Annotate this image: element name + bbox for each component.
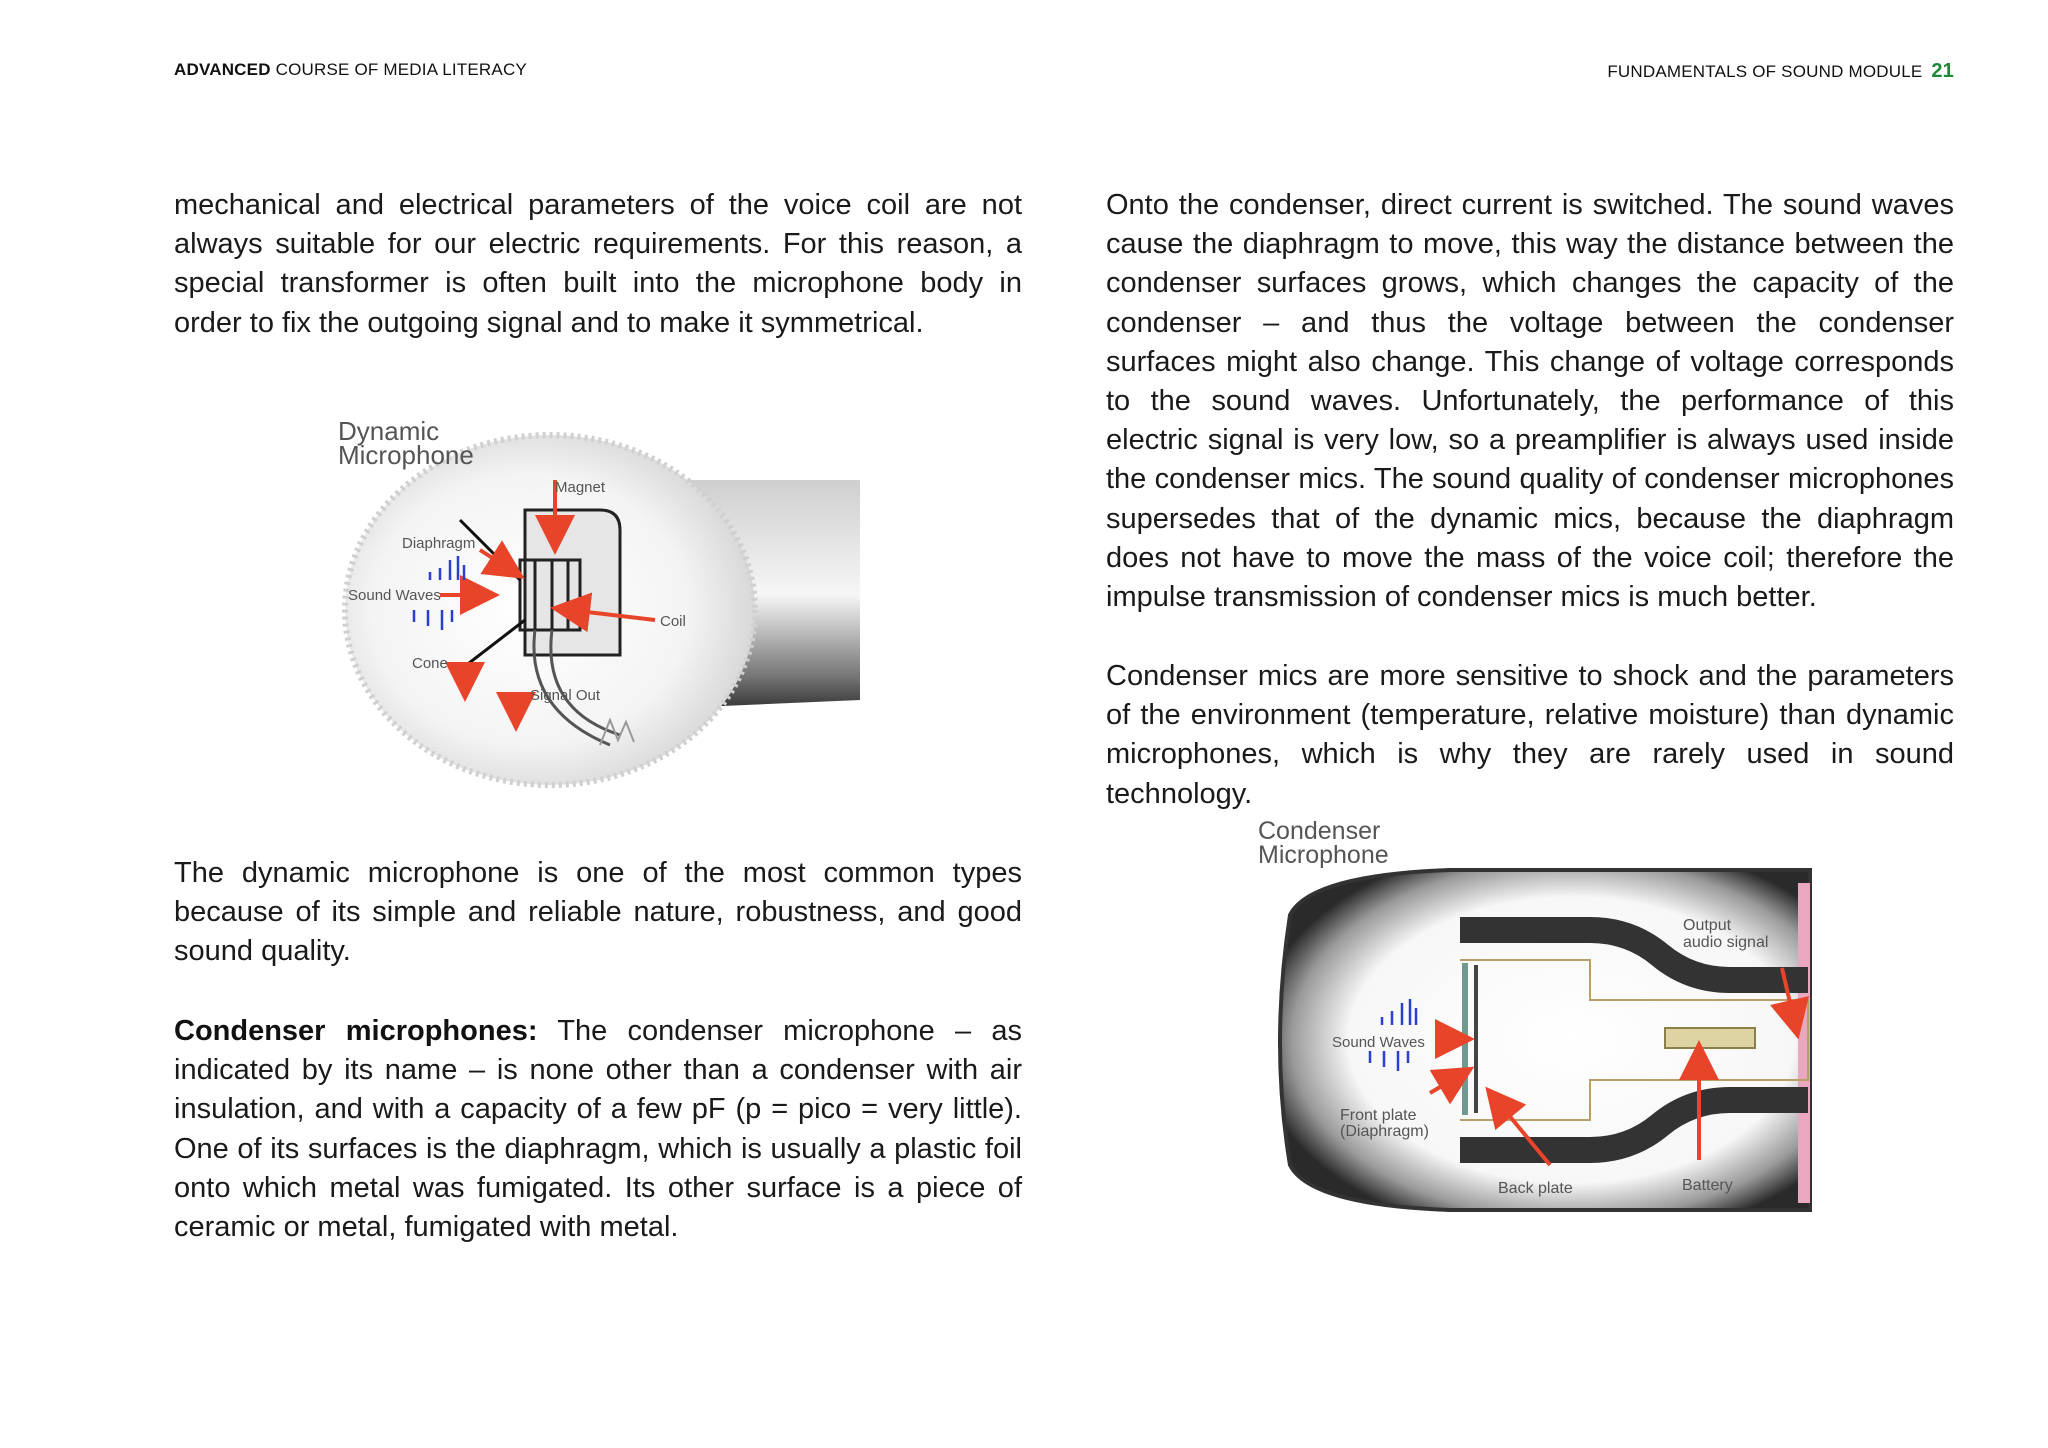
condenser-title-line2: Microphone [1258, 841, 1389, 869]
label-output-line1: Output [1683, 917, 1732, 934]
dynamic-title-line2: Microphone [338, 440, 474, 470]
left-paragraph-2: The dynamic microphone is one of the most common types because of its simple and reliable nature, robustness, and good sound quality. [174, 857, 1022, 968]
condenser-title-line1: Condenser [1258, 817, 1381, 845]
left-paragraph-3 [174, 1012, 1022, 1247]
dynamic-microphone-diagram [330, 410, 890, 810]
label-back-plate: Back plate [1498, 1180, 1573, 1197]
battery [1665, 1028, 1755, 1048]
label-output-line2: audio signal [1683, 934, 1769, 951]
running-header-right [1607, 60, 1954, 83]
front-plate [1462, 963, 1468, 1115]
right-paragraph-1: Onto the condenser, direct current is switched. The sound waves cause the diaphragm to move, this way the distance between the condenser surfaces grows, which changes the capacity of the condenser – and thus the voltage between the condenser surfaces might also change. This change of voltage corresponds to the sound waves. Unfortunately, the performance of this electric signal is very low, so a preamplifier is always used inside the condenser mics. The sound quality of condenser microphones supersedes that of the dynamic mics, because the diaphragm does not have to move the mass of the voice coil; therefore the impulse transmission of condenser mics is much better. [1106, 189, 1954, 614]
left-paragraph-1: mechanical and electrical parameters of the voice coil are not always suitable for our electric requirements. For this reason, a special transformer is often built into the microphone body in order to fix the outgoing signal and to make it symmetrical. [174, 189, 1022, 339]
magnet-housing [525, 510, 620, 655]
label-battery: Battery [1682, 1177, 1733, 1194]
running-header-left [174, 60, 527, 80]
page-number: 21 [1931, 60, 1954, 82]
label-front-plate-line1: Front plate [1340, 1107, 1417, 1124]
right-paragraph-2: Condenser mics are more sensitive to shock and the parameters of the environment (temperature, relative moisture) than dynamic microphones, which is why they are rarely used in sound technology. [1106, 660, 1954, 810]
header-module-title: FUNDAMENTALS OF SOUND MODULE [1607, 62, 1923, 81]
condenser-microphone-figure [1250, 815, 1830, 1265]
label-sound-waves-condenser: Sound Waves [1332, 1034, 1425, 1051]
condenser-microphone-diagram [1250, 815, 1830, 1265]
header-course-title: COURSE OF MEDIA LITERACY [275, 60, 527, 79]
label-magnet: Magnet [555, 479, 606, 496]
label-cone: Cone [412, 655, 448, 672]
dynamic-title-line1: Dynamic [338, 416, 440, 446]
label-coil: Coil [660, 613, 686, 630]
condenser-heading: Condenser microphones: [174, 1015, 538, 1047]
dynamic-microphone-figure [330, 410, 890, 810]
header-course-bold: ADVANCED [174, 60, 271, 79]
label-sound-waves: Sound Waves [348, 587, 441, 604]
label-front-plate-line2: (Diaphragm) [1340, 1123, 1429, 1140]
back-plate [1474, 965, 1478, 1113]
label-signal-out: Signal Out [530, 687, 601, 704]
label-diaphragm: Diaphragm [402, 535, 476, 552]
condenser-description: The condenser microphone – as indicated by its name – is none other than a condenser with air insulation, and with a capacity of a few pF (p = pico = very little). One of its surfaces is the diaphragm, which is usually a plastic foil onto which metal was fumigated. Its other surface is a piece of ceramic or metal, fumigated with metal. [174, 1015, 1022, 1244]
